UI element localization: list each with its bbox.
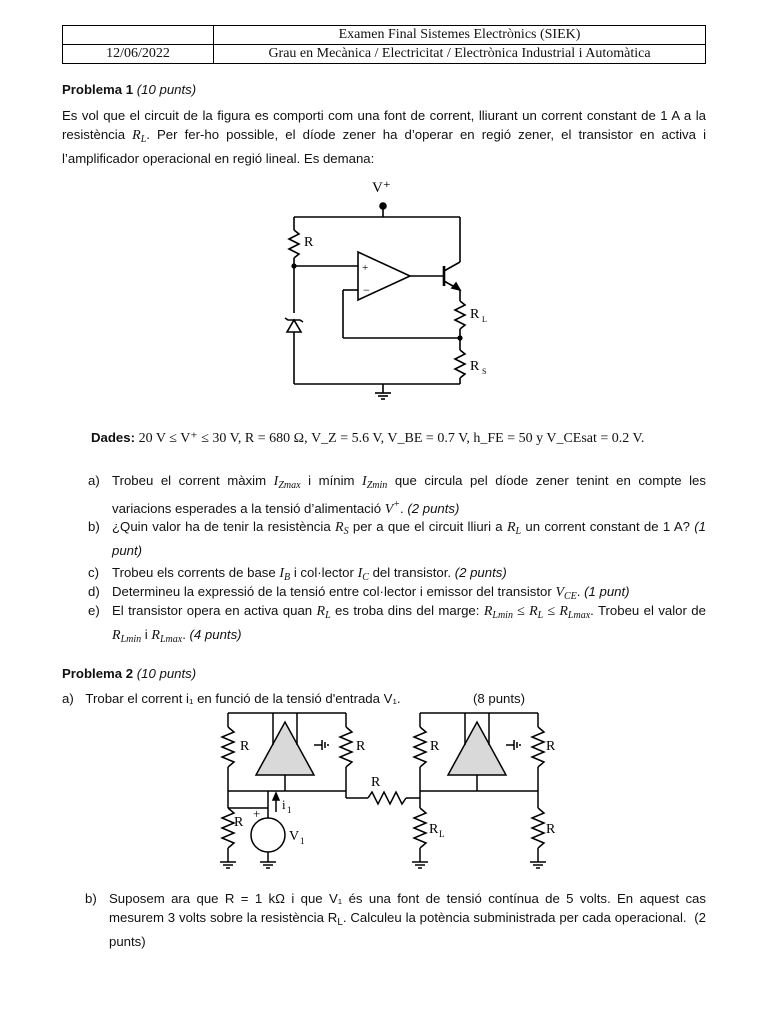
item-text: Trobeu els corrents de base <box>112 565 280 580</box>
item-label: e) <box>88 603 100 618</box>
problem2-title: Problema 2 <box>62 666 134 681</box>
item-subscript: L <box>337 917 343 928</box>
item-text: Trobar el corrent i₁ en funció de la tensió d'entrada V₁. <box>85 691 401 706</box>
item-label: b) <box>85 891 97 906</box>
svg-text:L: L <box>439 829 445 839</box>
vplus-label: V⁺ <box>372 180 391 196</box>
item-text: . <box>182 627 190 642</box>
item-text: . Calculeu la potència subministrada per cada operacional. <box>342 910 687 925</box>
label-r: R <box>371 775 381 790</box>
label-i1: i <box>282 797 286 812</box>
exam-header <box>62 25 706 64</box>
item-label: b) <box>88 519 100 534</box>
item-text: ¿Quin valor ha de tenir la resistència <box>112 519 335 534</box>
opamp-left <box>256 722 314 775</box>
exam-title: Examen Final Sistemes Electrònics (SIEK) <box>214 26 706 45</box>
exam-degree: Grau en Mecànica / Electricitat / Electrònica Industrial i Automàtica <box>214 45 706 64</box>
item-text: Determineu la expressió de la tensió entre col·lector i emissor del transistor <box>112 584 556 599</box>
resistor-right-top-2 <box>532 727 544 767</box>
resistor-right-top-1 <box>414 727 426 767</box>
item-text: i col·lector <box>290 565 358 580</box>
problem2-circuit-diagram <box>210 705 570 875</box>
item-label: a) <box>88 473 100 488</box>
item-text: es troba dins del marge: <box>330 603 484 618</box>
header-empty-cell <box>63 26 214 45</box>
label-rs: R <box>470 359 480 374</box>
svg-text:1: 1 <box>300 836 305 846</box>
item-text: per a que el circuit lliuri a <box>348 519 507 534</box>
problem1-item-d: d) Determineu la expressió de la tensió entre col·lector i emissor del transistor $V_{CE}$. (1 punt) <box>88 584 630 602</box>
resistor-right-bottom <box>532 808 544 848</box>
svg-text:1: 1 <box>287 805 292 815</box>
resistor-rl <box>455 301 465 329</box>
resistor-rs <box>455 350 465 378</box>
problem1-item-e: e) El transistor opera en activa quan $R_L$ es troba dins del marge: $R_{Lmin} \le R_L \le R_{Lmax}$. Trobeu el valor de $R_{Lmin}$ i $R_{Lmax}$. (4 punts) <box>88 603 706 645</box>
problem1-points: (10 punts) <box>136 82 197 97</box>
intro-part-2: . Per fer-ho possible, el díode zener ha d’operar en regió zener, el transistor en activa i l’amplificador operacional en regió lineal. Es demana: <box>62 127 706 166</box>
item-points: (1 punt) <box>584 584 630 599</box>
item-points: (1 punt) <box>112 519 706 558</box>
zener-diode <box>287 320 301 332</box>
resistor-rl <box>414 808 426 848</box>
svg-text:S: S <box>482 367 487 376</box>
problem2-points: (10 punts) <box>136 666 197 681</box>
item-text: . Trobeu el valor de <box>590 603 706 618</box>
item-text: i mínim <box>300 473 363 488</box>
item-text: El transistor opera en activa quan <box>112 603 317 618</box>
item-points: (2 punts) <box>454 565 507 580</box>
voltage-source-v1 <box>251 818 285 852</box>
item-text: . <box>576 584 585 599</box>
problem1-heading <box>62 80 706 99</box>
item-text: i <box>141 627 152 642</box>
problem2-heading <box>62 664 706 683</box>
item-points: (2 punts) <box>109 910 706 949</box>
problem1-item-b: b) ¿Quin valor ha de tenir la resistència $R_S$ per a que el circuit lliuri a $R_L$ un corrent constant de 1 A? (1 punt) <box>88 519 706 558</box>
resistor-r <box>289 230 299 258</box>
label-r: R <box>546 739 556 754</box>
item-text: del transistor. <box>368 565 455 580</box>
label-r: R <box>546 822 556 837</box>
plus-sign: + <box>253 806 261 821</box>
problem1-intro <box>62 106 706 168</box>
data-label: Dades: <box>91 430 135 445</box>
problem1-circuit-diagram <box>280 172 490 407</box>
label-rl: R <box>429 822 439 837</box>
problem1-data <box>91 428 644 448</box>
label-v1: V <box>289 829 300 844</box>
item-label: d) <box>88 584 100 599</box>
resistor-left-top-1 <box>222 727 234 767</box>
resistor-left-top-2 <box>340 727 352 767</box>
label-r: R <box>430 739 440 754</box>
math-rl: $R_L$ <box>132 128 147 145</box>
label-r: R <box>240 739 250 754</box>
resistor-left-bottom <box>222 808 234 848</box>
label-r: R <box>304 235 314 250</box>
problem1-title: Problema 1 <box>62 82 134 97</box>
item-text: Suposem ara que R = 1 kΩ i que V₁ és una font de tensió contínua de 5 volts. En aquest cas mesurem 3 volts sobre la resistència R <box>109 891 706 925</box>
intro-part-1: Es vol que el circuit de la figura es comporti com una font de corrent, lliurant un corrent constant de 1 A a la resistència <box>62 108 706 142</box>
item-points: (2 punts) <box>407 501 460 516</box>
svg-text:L: L <box>482 315 487 324</box>
item-text: un corrent constant de 1 A? <box>521 519 695 534</box>
vplus-node <box>380 203 386 209</box>
svg-text:+: + <box>362 262 369 274</box>
item-label: a) <box>62 691 74 706</box>
label-r: R <box>234 815 244 830</box>
problem1-item-c: c) Trobeu els corrents de base $I_B$ i col·lector $I_C$ del transistor. (2 punts) <box>88 565 507 583</box>
opamp-right <box>448 722 506 775</box>
label-r: R <box>356 739 366 754</box>
resistor-middle <box>368 792 406 804</box>
label-rl: R <box>470 307 480 322</box>
item-text: Trobeu el corrent màxim <box>112 473 274 488</box>
svg-text:−: − <box>363 283 370 297</box>
item-text: . <box>400 501 408 516</box>
problem2-item-a-points: (8 punts) <box>473 691 526 706</box>
problem2-item-b <box>85 889 706 951</box>
item-text: que circula pel díode zener tenint en compte les variacions esperades a la tensió d’alimentació <box>112 473 706 516</box>
exam-date: 12/06/2022 <box>63 45 214 64</box>
item-label: c) <box>88 565 99 580</box>
problem1-item-a: a) Trobeu el corrent màxim $I_{Zmax}$ i mínim $I_{Zmin}$ que circula pel díode zener tenint en compte les variacions esperades a la tensió d’alimentació V+. (2 punts) <box>88 473 706 517</box>
ground-symbol <box>375 393 391 399</box>
item-points: (4 punts) <box>189 627 242 642</box>
data-values: 20 V ≤ V⁺ ≤ 30 V, R = 680 Ω, V_Z = 5.6 V, V_BE = 0.7 V, h_FE = 50 y V_CEsat = 0.2 V. <box>138 431 645 446</box>
